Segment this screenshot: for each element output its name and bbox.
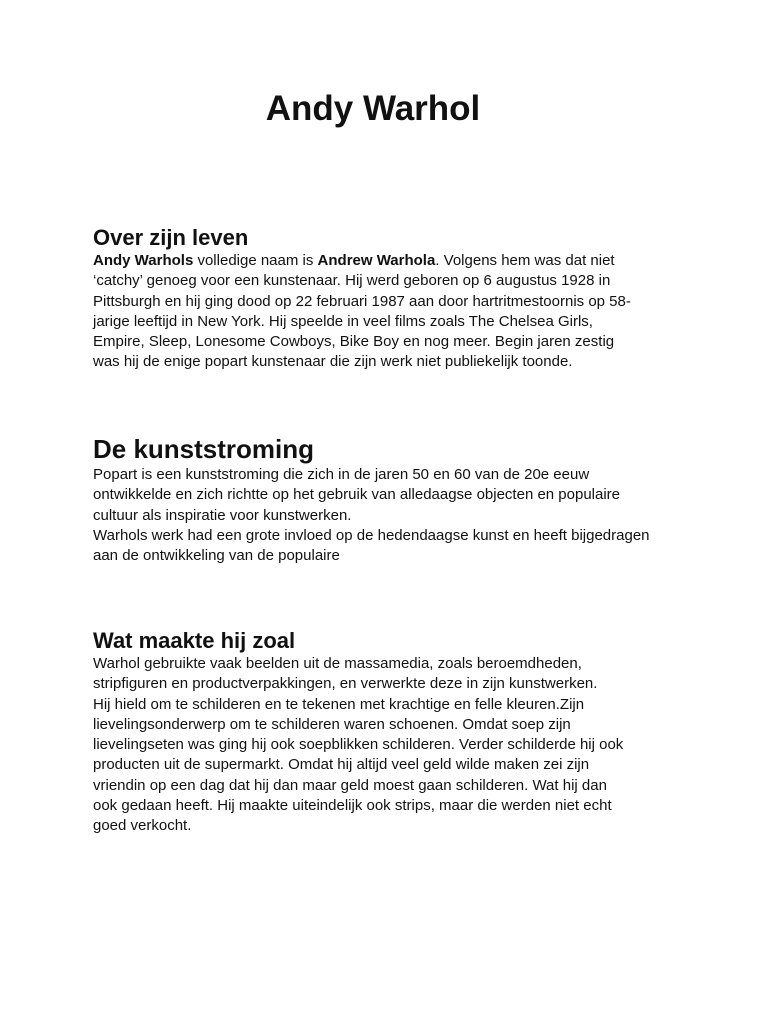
paragraph-line: Empire, Sleep, Lonesome Cowboys, Bike Boy en nog meer. Begin jaren zestig [93,333,615,351]
section-paragraph [93,465,693,566]
paragraph-line: stripfiguren en productverpakkingen, en verwerkte deze in zijn kunstwerken. [93,675,598,693]
section-wat-maakte-hij-zoal [93,628,693,837]
section-de-kunststroming [93,434,693,566]
paragraph-line: aan de ontwikkeling van de populaire [93,547,340,565]
paragraph-line: Hij hield om te schilderen en te tekenen met krachtige en felle kleuren.Zijn [93,695,585,713]
paragraph-line [93,251,693,271]
section-paragraph [93,654,693,837]
paragraph-line: Popart is een kunststroming die zich in de jaren 50 en 60 van de 20e eeuw [93,466,590,483]
bold-name: Andrew Warhola [317,252,436,269]
bold-name: Andy Warhols [93,252,194,269]
paragraph-line: vriendin op een dag dat hij dan maar geld moest gaan schilderen. Wat hij dan [93,776,607,794]
paragraph-line: goed verkocht. [93,817,192,835]
section-heading: De kunststroming [93,434,315,464]
section-over-zijn-leven [93,225,693,373]
paragraph-line: producten uit de supermarkt. Omdat hij altijd veel geld wilde maken zei zijn [93,756,590,774]
paragraph-line: Pittsburgh en hij ging dood op 22 februari 1987 aan door hartritmestoornis op 58- [93,292,631,310]
paragraph-line: lievelingsonderwerp om te schilderen waren schoenen. Omdat soep zijn [93,715,571,733]
paragraph-line: Warhol gebruikte vaak beelden uit de massamedia, zoals beroemdheden, [93,655,582,672]
text-run: . Volgens hem was dat niet [435,252,615,269]
paragraph-line: Warhols werk had een grote invloed op de hedendaagse kunst en heeft bijgedragen [93,526,650,544]
paragraph-line: jarige leeftijd in New York. Hij speelde in veel films zoals The Chelsea Girls, [93,312,593,330]
section-paragraph [93,251,693,373]
paragraph-line: ‘catchy’ genoeg voor een kunstenaar. Hij werd geboren op 6 augustus 1928 in [93,272,611,290]
document-title: Andy Warhol [265,89,481,128]
paragraph-line: ontwikkelde en zich richtte op het gebruik van alledaagse objecten en populaire [93,486,621,504]
text-run: volledige naam is [193,252,318,269]
paragraph-line: cultuur als inspiratie voor kunstwerken. [93,506,352,524]
paragraph-line: was hij de enige popart kunstenaar die zijn werk niet publiekelijk toonde. [93,353,573,371]
paragraph-line: ook gedaan heeft. Hij maakte uiteindelijk ook strips, maar die werden niet echt [93,797,612,815]
section-heading: Wat maakte hij zoal [93,628,296,653]
paragraph-line: lievelingseten was ging hij ook soepblikken schilderen. Verder schilderde hij ook [93,736,624,754]
section-heading: Over zijn leven [93,225,249,250]
